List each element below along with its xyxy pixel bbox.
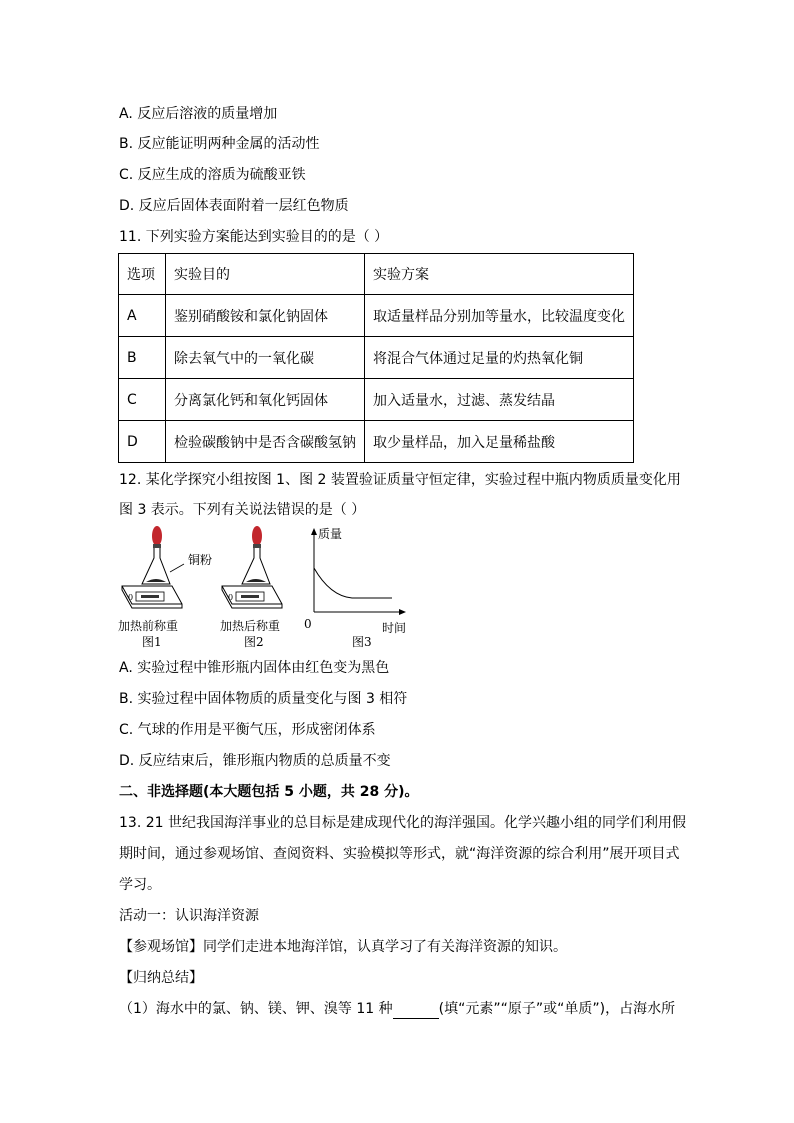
table-cell: D	[119, 421, 166, 463]
section-2-heading: 二、非选择题(本大题包括 5 小题，共 28 分)。	[119, 784, 419, 800]
option-a: A. 反应后溶液的质量增加	[119, 106, 278, 122]
summary-heading: 【归纳总结】	[119, 970, 203, 986]
answer-blank	[393, 1003, 439, 1019]
question-11-stem: 11. 下列实验方案能达到实验目的的是（ ）	[119, 229, 389, 245]
q12-option-a: A. 实验过程中锥形瓶内固体由红色变为黑色	[119, 660, 390, 676]
balloon-2	[252, 526, 262, 546]
question-13-line2: 期时间，通过参观场馆、查阅资料、实验模拟等形式，就“海洋资源的综合利用”展开项目式	[119, 846, 680, 862]
table-row	[119, 337, 634, 379]
table-cell: 分离氯化钙和氧化钙固体	[166, 379, 365, 421]
table-header-cell: 实验方案	[365, 254, 634, 295]
part-1-text-after: (填“元素”“原子”或“单质”)，占海水所	[438, 1001, 676, 1017]
question-12-stem-line2: 图 3 表示。下列有关说法错误的是（ ）	[119, 502, 366, 518]
table-header-cell: 实验目的	[166, 254, 365, 295]
flask-1	[142, 546, 170, 584]
option-d: D. 反应后固体表面附着一层红色物质	[119, 198, 349, 214]
table-cell: 加入适量水，过滤、蒸发结晶	[365, 379, 634, 421]
x-axis-arrow-icon	[399, 609, 406, 615]
table-header-cell: 选项	[119, 254, 166, 295]
table-cell: 取少量样品，加入足量稀盐酸	[365, 421, 634, 463]
activity-1-heading: 活动一：认识海洋资源	[119, 908, 259, 924]
table-row	[119, 421, 634, 463]
origin-label: 0	[304, 617, 312, 631]
flask-2	[242, 546, 270, 584]
figure-1-apparatus	[118, 526, 212, 649]
table-cell: 取适量样品分别加等量水，比较温度变化	[365, 295, 634, 337]
visit-paragraph: 【参观场馆】同学们走进本地海洋馆，认真学习了有关海洋资源的知识。	[119, 939, 567, 955]
y-axis-arrow-icon	[311, 528, 317, 535]
figure-1-top-caption: 加热前称重	[118, 619, 179, 633]
table-cell: 将混合气体通过足量的灼热氧化铜	[365, 337, 634, 379]
figure-2-top-caption: 加热后称重	[220, 619, 281, 633]
mass-curve	[314, 568, 392, 598]
experiment-figure	[114, 524, 414, 654]
figure-3-graph	[304, 526, 406, 649]
table-cell: 除去氧气中的一氧化碳	[166, 337, 365, 379]
option-c: C. 反应生成的溶质为硫酸亚铁	[119, 167, 306, 183]
question-13-line3: 学习。	[119, 877, 161, 893]
balance-2-zero-readout: 0	[228, 593, 234, 602]
figure-2-caption: 图2	[244, 635, 264, 649]
y-axis-label: 质量	[318, 527, 343, 541]
q12-option-c: C. 气球的作用是平衡气压，形成密闭体系	[119, 722, 376, 738]
figure-1-caption: 图1	[142, 635, 162, 649]
balloon-1	[152, 526, 162, 546]
x-axis-label: 时间	[382, 621, 407, 635]
experiment-table	[118, 253, 634, 463]
copper-powder-label: 铜粉	[188, 553, 213, 567]
part-1-text-before: （1）海水中的氯、钠、镁、钾、溴等 11 种	[119, 1001, 393, 1017]
q12-option-b: B. 实验过程中固体物质的质量变化与图 3 相符	[119, 691, 408, 707]
question-13-part-1	[119, 999, 675, 1019]
figure-3-caption: 图3	[352, 635, 372, 649]
table-cell: 检验碳酸钠中是否含碳酸氢钠	[166, 421, 365, 463]
table-cell: C	[119, 379, 166, 421]
option-b: B. 反应能证明两种金属的活动性	[119, 136, 320, 152]
table-header-row	[119, 254, 634, 295]
table-cell: A	[119, 295, 166, 337]
balance-1-zero-readout: 0	[128, 593, 134, 602]
figure-2-apparatus	[220, 526, 282, 649]
question-13-line1: 13. 21 世纪我国海洋事业的总目标是建成现代化的海洋强国。化学兴趣小组的同学们利用假	[119, 815, 686, 831]
question-12-stem-line1: 12. 某化学探究小组按图 1、图 2 装置验证质量守恒定律，实验过程中瓶内物质质量变化用	[119, 472, 681, 488]
table-row	[119, 295, 634, 337]
q12-option-d: D. 反应结束后，锥形瓶内物质的总质量不变	[119, 753, 391, 769]
table-row	[119, 379, 634, 421]
table-cell: 鉴别硝酸铵和氯化钠固体	[166, 295, 365, 337]
table-cell: B	[119, 337, 166, 379]
